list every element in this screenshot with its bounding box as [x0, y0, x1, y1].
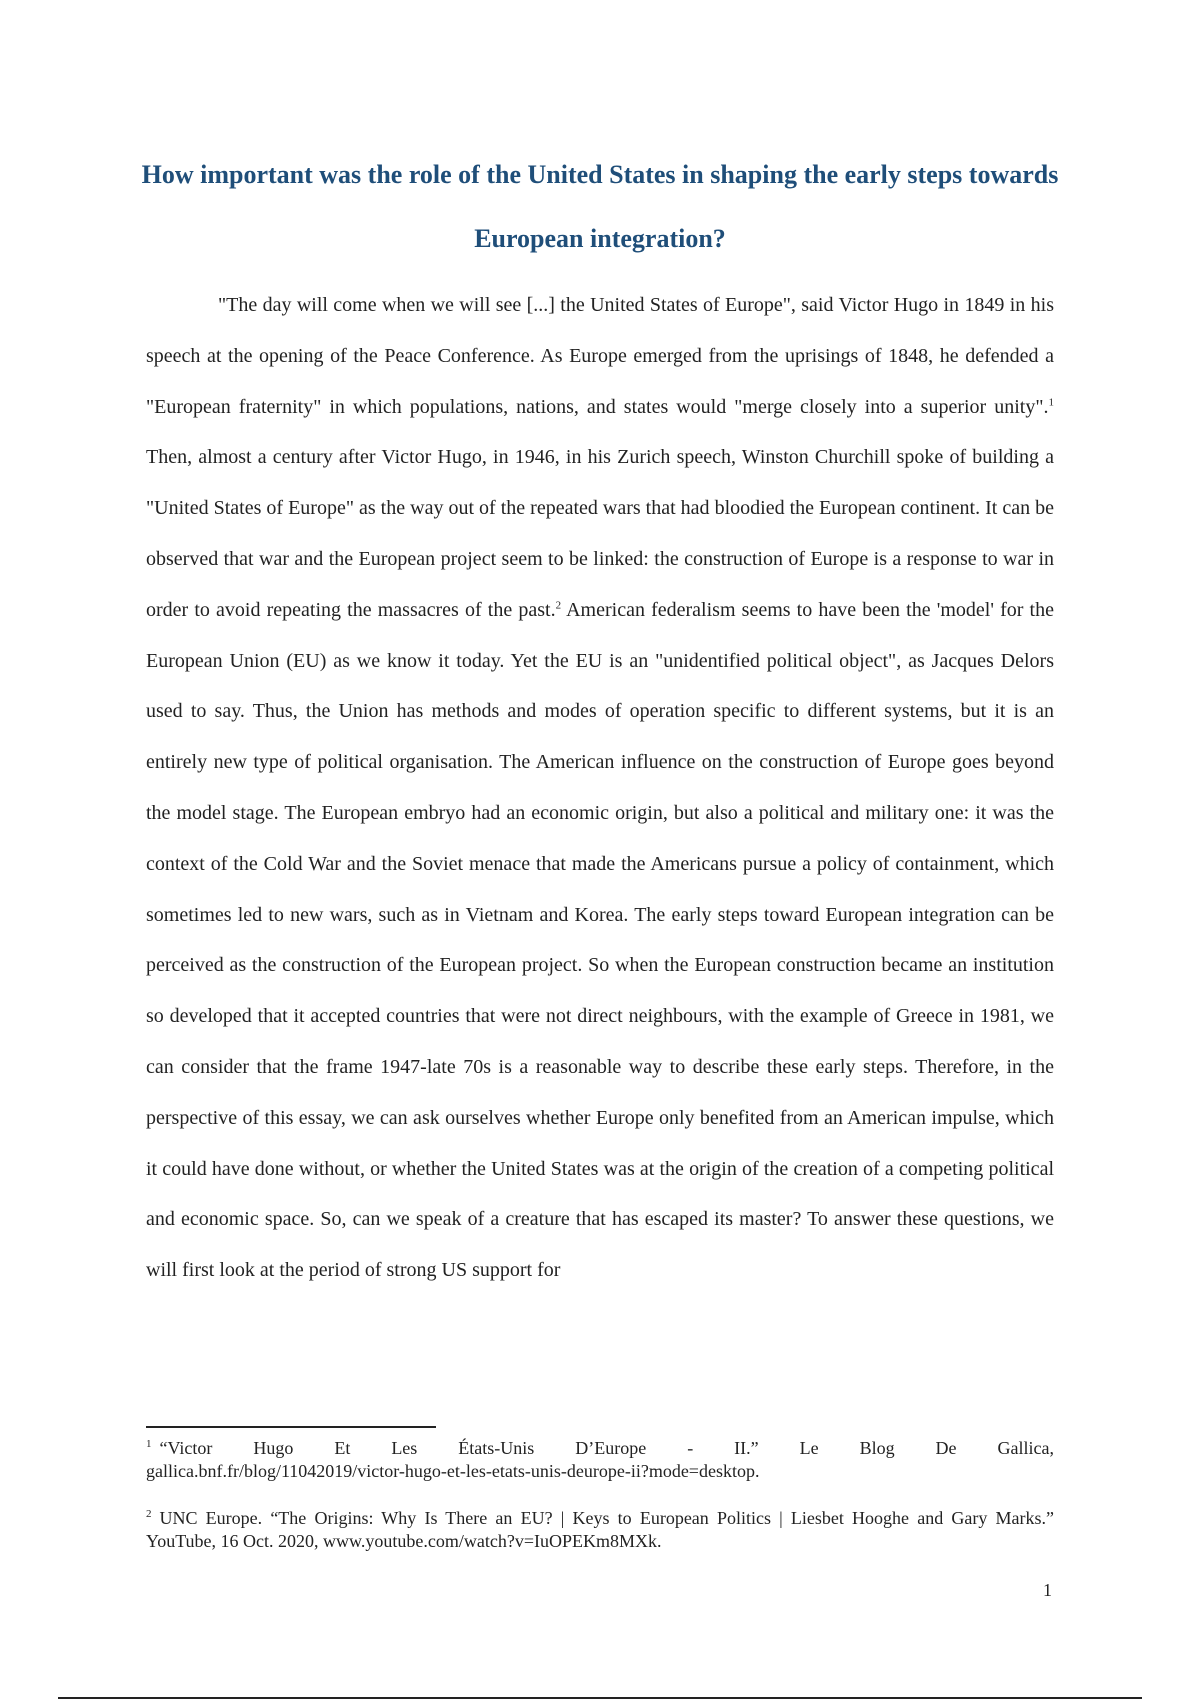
footnotes: [146, 1437, 1054, 1577]
paragraph-text-part-1: "The day will come when we will see [...] the United States of Europe", said Victor Hugo in 1849 in his speech at the opening of the Peace Conference. As Europe emerged from the uprisings of 1848, he defended a "European fraternity" in which populations, nations, and states would "merge closely into a superior unity".: [146, 294, 1054, 418]
body-paragraph: [146, 280, 1054, 1296]
paragraph-text-part-3: American federalism seems to have been the 'model' for the European Union (EU) as we know it today. Yet the EU is an "unidentified political object", as Jacques Delors used to say. Thus, the Union has methods and modes of operation specific to different systems, but it is an entirely new type of political organisation. The American influence on the construction of Europe goes beyond the model stage. The European embryo had an economic origin, but also a political and military one: it was the context of the Cold War and the Soviet menace that made the Americans pursue a policy of containment, which sometimes led to new wars, such as in Vietnam and Korea. The early steps toward European integration can be perceived as the construction of the European project. So when the European construction became an institution so developed that it accepted countries that were not direct neighbours, with the example of Greece in 1981, we can consider that the frame 1947-late 70s is a reasonable way to describe these early steps. Therefore, in the perspective of this essay, we can ask ourselves whether Europe only benefited from an American impulse, which it could have done without, or whether the United States was at the origin of the creation of a competing political and economic space. So, can we speak of a creature that has escaped its master? To answer these questions, we will first look at the period of strong US support for: [146, 598, 1054, 1282]
footnote-reference-2[interactable]: 2: [555, 599, 562, 612]
footnote-1-mark: 1: [146, 1438, 152, 1450]
footnote-2-citation: UNC Europe. “The Origins: Why Is There an EU? | Keys to European Politics | Liesbet Hooghe and Gary Marks.” YouTube, 16 Oct. 2020, www.youtube.com/watch?v=IuOPEKm8MXk.: [146, 1508, 1054, 1551]
footnote-1-citation: “Victor Hugo Et Les États-Unis D’Europe - II.” Le Blog De Gallica,: [159, 1438, 1054, 1458]
page-number: 1: [1043, 1580, 1052, 1600]
page-bottom-edge: [58, 1697, 1142, 1699]
footnote-2: [146, 1507, 1054, 1553]
document-title: How important was the role of the United States in shaping the early steps towards European integration?: [141, 160, 1059, 253]
footnote-1: [146, 1437, 1054, 1483]
paragraph-text-part-2: Then, almost a century after Victor Hugo, in 1946, in his Zurich speech, Winston Churchill spoke of building a "United States of Europe" as the way out of the repeated wars that had bloodied the European continent. It can be observed that war and the European project seem to be linked: the construction of Europe is a response to war in order to avoid repeating the massacres of the past.: [146, 446, 1054, 621]
footnote-1-url[interactable]: gallica.bnf.fr/blog/11042019/victor-hugo-et-les-etats-unis-deurope-ii?mode=desktop.: [146, 1461, 760, 1481]
footnote-2-mark: 2: [146, 1508, 152, 1520]
footnote-reference-1[interactable]: 1: [1048, 395, 1054, 408]
footnote-1-line-1: [146, 1437, 1054, 1460]
footnote-separator: [146, 1426, 436, 1428]
